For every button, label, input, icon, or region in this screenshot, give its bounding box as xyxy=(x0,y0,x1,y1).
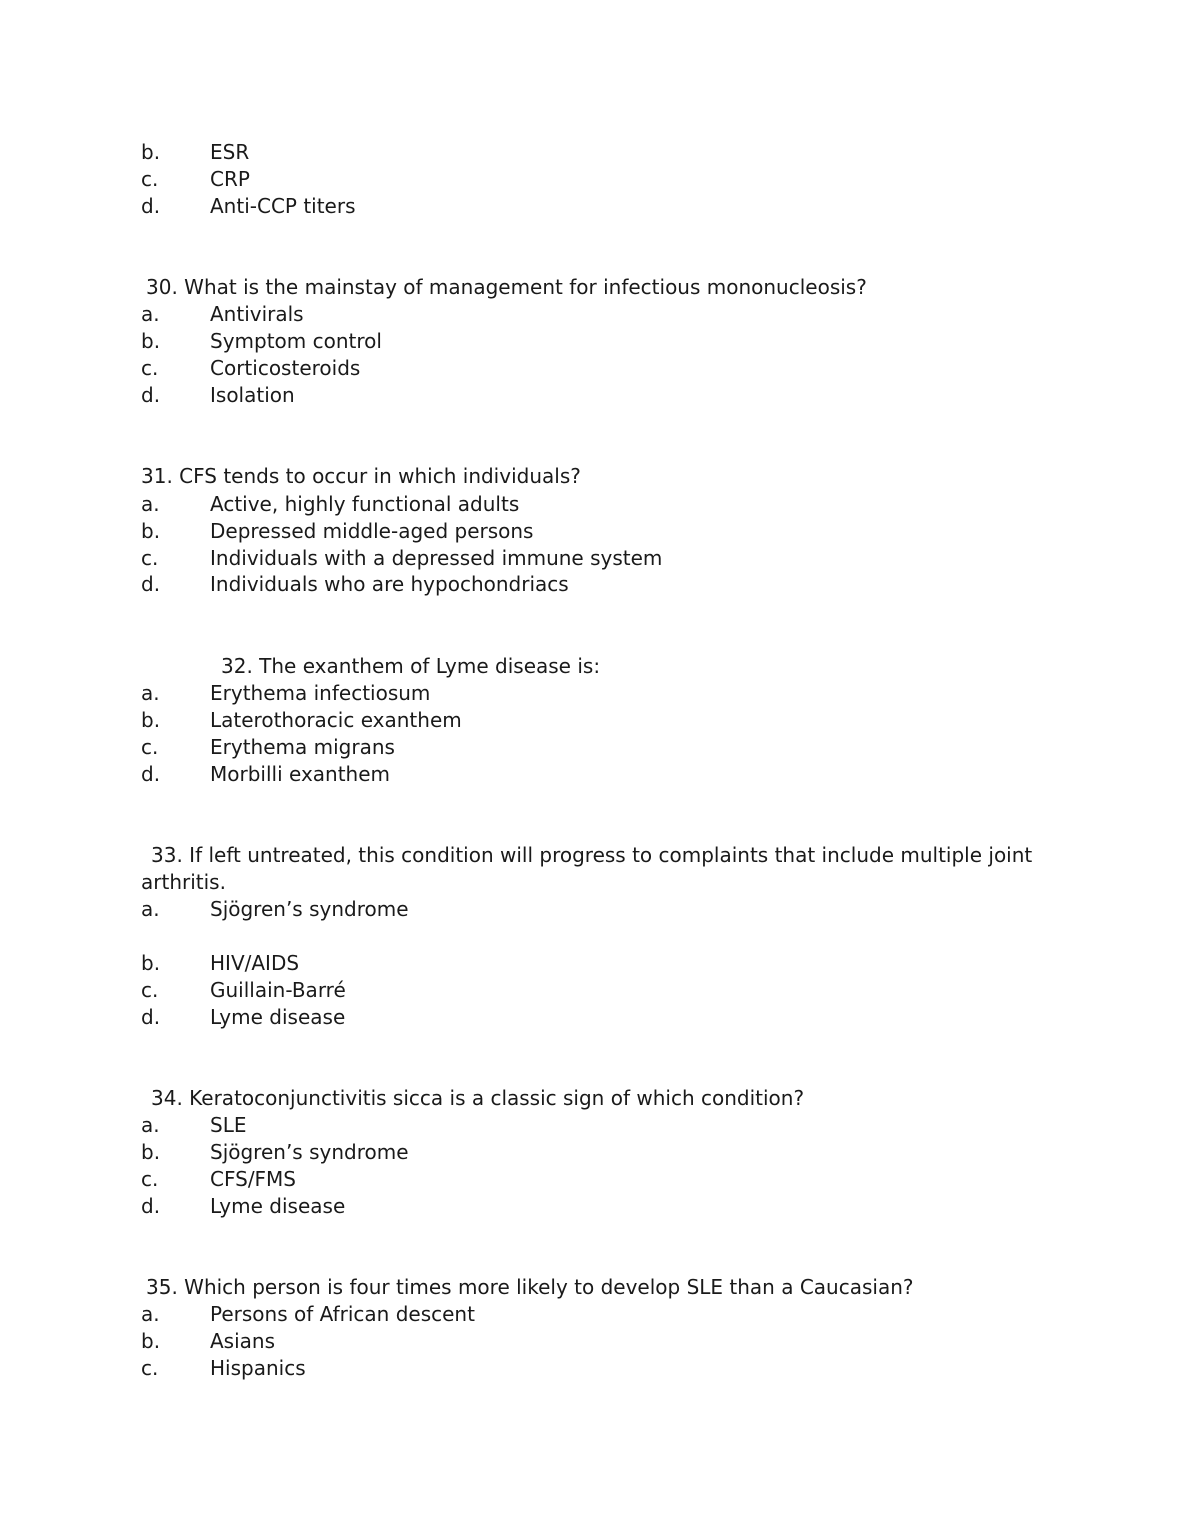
option-text: Persons of African descent xyxy=(210,1302,475,1326)
option-letter: a. xyxy=(141,897,160,921)
option-letter: a. xyxy=(141,1113,160,1137)
question-text: 32. The exanthem of Lyme disease is: xyxy=(221,654,601,678)
option-text: Morbilli exanthem xyxy=(210,762,391,786)
option-text: Individuals with a depressed immune system xyxy=(210,546,663,570)
option-text: Hispanics xyxy=(210,1356,306,1380)
option-text: HIV/AIDS xyxy=(210,951,300,975)
option-text: CRP xyxy=(210,167,250,191)
option-text: Corticosteroids xyxy=(210,356,361,380)
option-text: Antivirals xyxy=(210,302,304,326)
option-text: Guillain-Barré xyxy=(210,978,346,1002)
option-letter: b. xyxy=(141,329,161,353)
option-letter: c. xyxy=(141,356,159,380)
option-letter: b. xyxy=(141,1140,161,1164)
option-text: Asians xyxy=(210,1329,276,1353)
option-text: Sjögren’s syndrome xyxy=(210,897,409,921)
option-text: Sjögren’s syndrome xyxy=(210,1140,409,1164)
option-text: Individuals who are hypochondriacs xyxy=(210,572,569,596)
option-letter: d. xyxy=(141,1194,161,1218)
option-letter: c. xyxy=(141,978,159,1002)
option-letter: c. xyxy=(141,735,159,759)
option-letter: c. xyxy=(141,1356,159,1380)
option-text: SLE xyxy=(210,1113,247,1137)
option-text: Erythema infectiosum xyxy=(210,681,431,705)
option-letter: a. xyxy=(141,302,160,326)
option-letter: a. xyxy=(141,492,160,516)
option-letter: b. xyxy=(141,951,161,975)
option-letter: b. xyxy=(141,519,161,543)
option-text: CFS/FMS xyxy=(210,1167,297,1191)
option-text: Symptom control xyxy=(210,329,382,353)
option-text: Laterothoracic exanthem xyxy=(210,708,462,732)
option-letter: c. xyxy=(141,167,159,191)
option-letter: b. xyxy=(141,140,161,164)
question-text: 31. CFS tends to occur in which individuals? xyxy=(141,464,581,488)
option-text: Isolation xyxy=(210,383,295,407)
option-text: Anti-CCP titers xyxy=(210,194,356,218)
option-text: Depressed middle-aged persons xyxy=(210,519,534,543)
option-letter: d. xyxy=(141,572,161,596)
option-letter: b. xyxy=(141,1329,161,1353)
option-text: Erythema migrans xyxy=(210,735,395,759)
question-text: 35. Which person is four times more likely to develop SLE than a Caucasian? xyxy=(146,1275,914,1299)
option-text: Lyme disease xyxy=(210,1005,346,1029)
question-text-line-2: arthritis. xyxy=(141,870,226,894)
option-letter: d. xyxy=(141,383,161,407)
option-text: Lyme disease xyxy=(210,1194,346,1218)
option-letter: b. xyxy=(141,708,161,732)
option-letter: a. xyxy=(141,1302,160,1326)
option-letter: d. xyxy=(141,762,161,786)
option-letter: c. xyxy=(141,1167,159,1191)
option-letter: c. xyxy=(141,546,159,570)
option-letter: a. xyxy=(141,681,160,705)
option-text: ESR xyxy=(210,140,250,164)
question-text-line-1: 33. If left untreated, this condition will progress to complaints that include multiple joint xyxy=(151,843,1033,867)
option-letter: d. xyxy=(141,1005,161,1029)
option-letter: d. xyxy=(141,194,161,218)
question-text: 34. Keratoconjunctivitis sicca is a classic sign of which condition? xyxy=(151,1086,805,1110)
question-text: 30. What is the mainstay of management for infectious mononucleosis? xyxy=(146,275,867,299)
option-text: Active, highly functional adults xyxy=(210,492,520,516)
